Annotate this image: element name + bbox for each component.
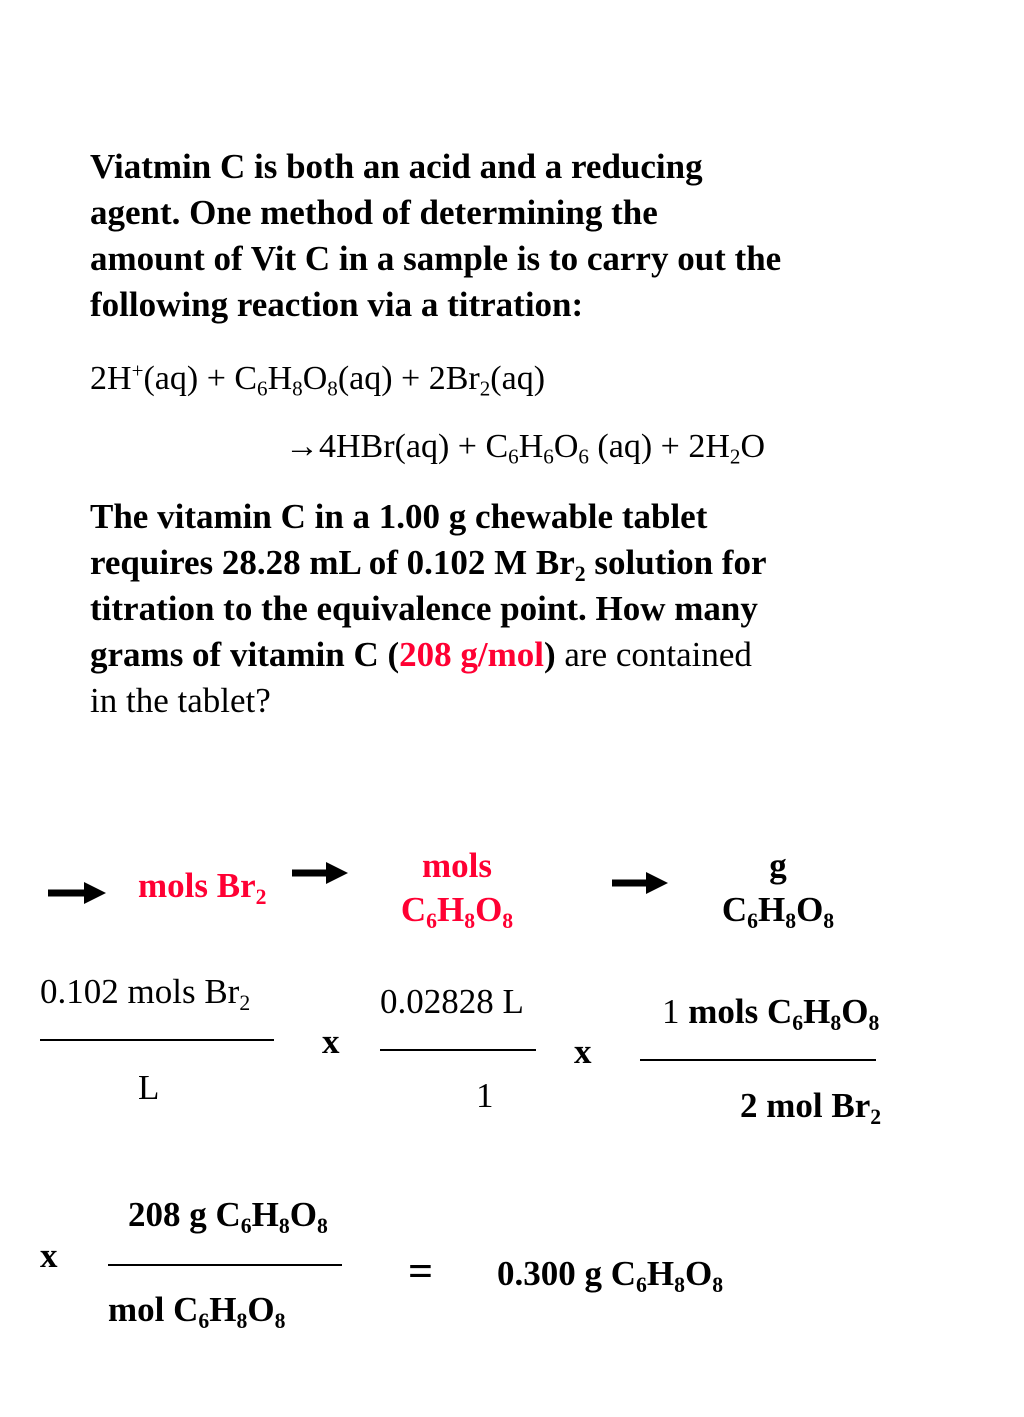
intro-line-2: agent. One method of determining the — [90, 193, 658, 232]
question-line-1: The vitamin C in a 1.00 g chewable tablet — [90, 497, 708, 536]
times-sign-3: x — [40, 1236, 58, 1275]
equals-sign: = — [408, 1247, 434, 1296]
reaction-arrow-icon: → — [285, 428, 319, 465]
fraction-3-denominator: 2 mol $Br_2$ — [740, 1086, 882, 1129]
fraction-1-numerator: 0.102 mols $Br_2$ — [40, 972, 251, 1015]
intro-line-3: amount of Vit C in a sample is to carry out the — [90, 239, 782, 278]
arrow-icon-3 — [612, 872, 668, 894]
fraction-2-denominator: 1 — [476, 1076, 494, 1115]
times-sign-2: x — [574, 1032, 592, 1071]
fraction-2-bar — [380, 1049, 536, 1051]
final-result: 0.300 g $C_6H_8O_8$ — [497, 1254, 724, 1297]
molar-mass-highlight: 208 g/mol — [399, 635, 544, 674]
flow-grams-vitc: g $C_6H_8O_8$ — [721, 846, 835, 933]
question-line-2: requires 28.28 mL of 0.102 M $Br_2$ solution for — [90, 543, 767, 586]
reaction-reactants: $2H^+(aq) + C_6H_8O_8(aq) + 2Br_2(aq)$ — [90, 358, 546, 401]
fraction-3-bar — [640, 1059, 876, 1061]
fraction-4-bar — [108, 1264, 342, 1266]
times-sign-1: x — [322, 1022, 340, 1061]
fraction-4-numerator: 208 g $C_6H_8O_8$ — [128, 1195, 328, 1238]
intro-line-4: following reaction via a titration: — [90, 285, 584, 324]
intro-line-1: Viatmin C is both an acid and a reducing — [90, 147, 703, 186]
fraction-1-denominator: L — [138, 1068, 160, 1107]
question-line-4: grams of vitamin C (208 g/mol) are contained — [90, 635, 752, 674]
reaction-products: $\to 4HBr(aq) + C_6H_6O_6$ $(aq) + 2H_2O$ — [285, 428, 765, 469]
flow-mols-br2: mols $Br_2$ — [138, 866, 267, 909]
flow-mols-vitc: mols $C_6H_8O_8$ — [400, 846, 514, 933]
arrow-icon-2 — [292, 862, 348, 884]
question-line-5: in the tablet? — [90, 681, 271, 720]
arrow-icon-1 — [48, 882, 106, 904]
fraction-3-numerator: 1 mols $C_6H_8O_8$ — [662, 992, 880, 1035]
fraction-1-bar — [40, 1039, 274, 1041]
fraction-2-numerator: 0.02828 L — [380, 982, 524, 1021]
fraction-4-denominator: mol $C_6H_8O_8$ — [108, 1290, 286, 1333]
question-line-3: titration to the equivalence point. How many — [90, 589, 758, 628]
